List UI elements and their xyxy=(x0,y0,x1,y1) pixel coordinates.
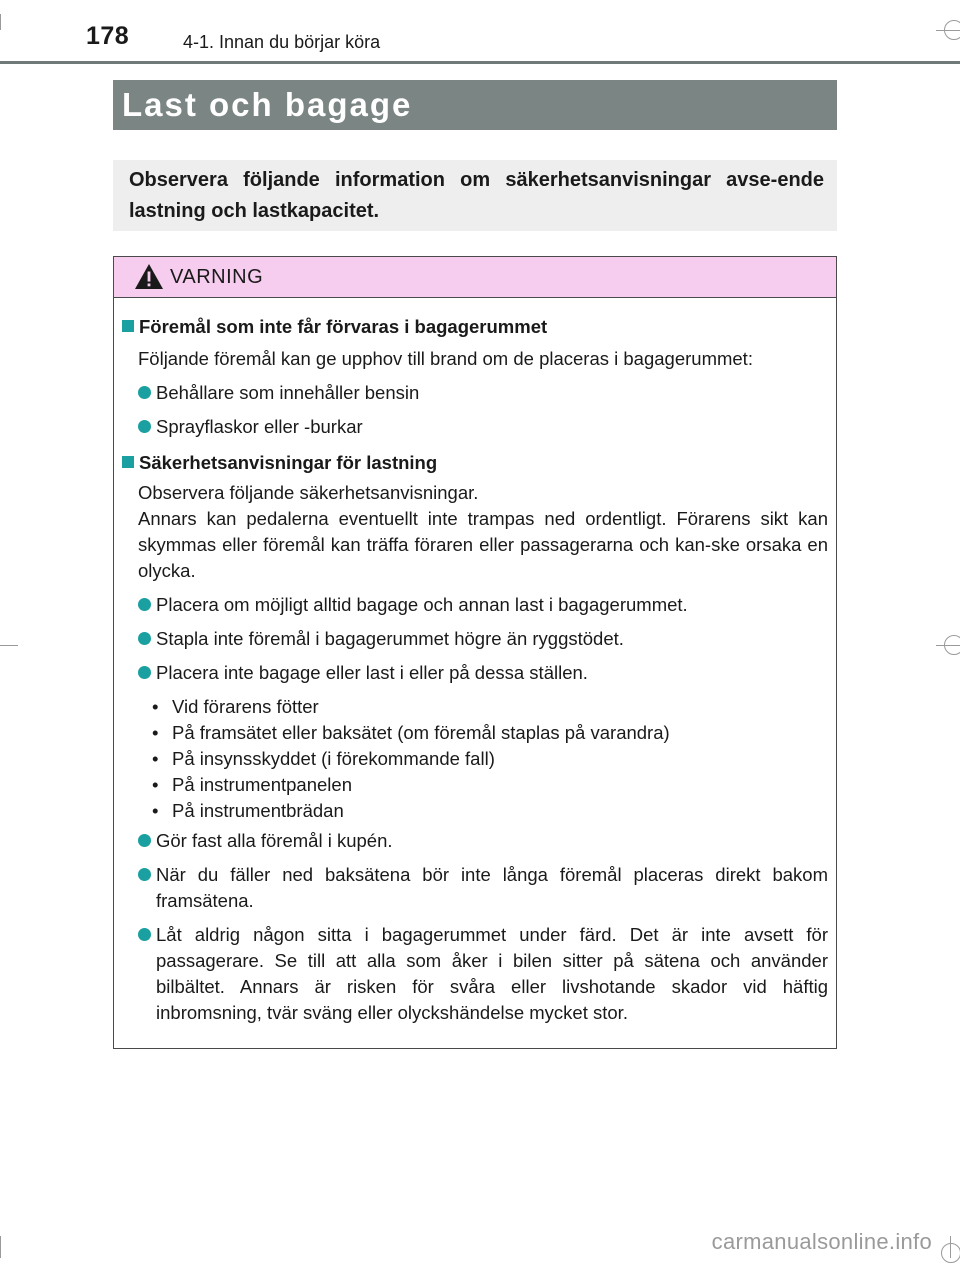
sub-list-item-text: På instrumentbrädan xyxy=(172,800,344,821)
warning-label: VARNING xyxy=(170,266,264,288)
list-item xyxy=(138,414,828,440)
sub-bullet-marker: • xyxy=(152,748,159,769)
sub-bullet-marker: • xyxy=(152,696,159,717)
list-item xyxy=(138,626,828,652)
sub-list-item xyxy=(152,772,828,798)
warning-box xyxy=(113,256,837,1049)
list-item-text: Placera om möjligt alltid bagage och annan last i bagagerummet. xyxy=(156,594,688,615)
intro-text: Observera följande information om säkerhetsanvisningar avse-ende lastning och lastkapacitet. xyxy=(129,169,824,222)
list-item xyxy=(138,592,828,618)
circle-bullet-icon xyxy=(138,420,151,433)
circle-bullet-icon xyxy=(138,386,151,399)
sub-bullet-marker: • xyxy=(152,774,159,795)
warning-triangle-icon xyxy=(134,263,164,290)
paragraph-line: Observera följande säkerhetsanvisningar. xyxy=(138,482,479,503)
sub-list-item-text: På framsätet eller baksätet (om föremål staplas på varandra) xyxy=(172,722,670,743)
circle-bullet-icon xyxy=(138,666,151,679)
title-bar xyxy=(113,80,837,130)
warning-body xyxy=(114,298,836,1026)
section-label: 4-1. Innan du börjar köra xyxy=(183,32,381,52)
circle-bullet-icon xyxy=(138,834,151,847)
list-item xyxy=(138,380,828,406)
list-item-text: Behållare som innehåller bensin xyxy=(156,382,420,403)
registration-mark xyxy=(944,20,960,40)
circle-bullet-icon xyxy=(138,868,151,881)
sub-list-item-text: Vid förarens fötter xyxy=(172,696,319,717)
registration-mark xyxy=(944,635,960,655)
registration-mark xyxy=(941,1243,960,1263)
page-number: 178 xyxy=(86,22,130,50)
intro-box xyxy=(113,160,837,231)
list-item xyxy=(138,862,828,914)
list-item-text: Stapla inte föremål i bagagerummet högre än ryggstödet. xyxy=(156,628,624,649)
list-item-text: Låt aldrig någon sitta i bagagerummet under färd. Det är inte avsett för passagerare. Se till att alla som åker i bilen sitter på sätena och använder bilbältet. Annars är risken för svåra eller livshotande skador vid häftig inbromsning, tvär sväng eller olyckshändelse mycket stor. xyxy=(156,924,828,1023)
circle-bullet-icon xyxy=(138,632,151,645)
square-bullet-icon xyxy=(122,320,134,332)
section-heading xyxy=(122,450,828,476)
list-item-text: Gör fast alla föremål i kupén. xyxy=(156,830,393,851)
sub-list-item xyxy=(152,720,828,746)
list-item xyxy=(138,660,828,686)
crop-mark xyxy=(0,14,1,30)
watermark: carmanualsonline.info xyxy=(711,1229,932,1254)
sub-list-item-text: På insynsskyddet (i förekommande fall) xyxy=(172,748,495,769)
crop-mark xyxy=(0,1236,1,1258)
circle-bullet-icon xyxy=(138,598,151,611)
section-heading-text: Föremål som inte får förvaras i bagagerummet xyxy=(139,316,548,337)
square-bullet-icon xyxy=(122,456,134,468)
list-item xyxy=(138,922,828,1026)
sub-list xyxy=(152,694,828,824)
crop-mark xyxy=(0,645,18,646)
section-heading xyxy=(122,314,828,340)
list-item-text: När du fäller ned baksätena bör inte långa föremål placeras direkt bakom framsätena. xyxy=(156,864,828,911)
section-heading-text: Säkerhetsanvisningar för lastning xyxy=(139,452,438,473)
list-item-text: Placera inte bagage eller last i eller på dessa ställen. xyxy=(156,662,588,683)
sub-bullet-marker: • xyxy=(152,722,159,743)
warning-header xyxy=(114,257,836,298)
circle-bullet-icon xyxy=(138,928,151,941)
section-paragraph: Följande föremål kan ge upphov till brand om de placeras i bagagerummet: xyxy=(138,348,753,369)
sub-bullet-marker: • xyxy=(152,800,159,821)
sub-list-item xyxy=(152,694,828,720)
header-rule xyxy=(0,61,960,64)
section-paragraph xyxy=(138,480,828,584)
sub-list-item xyxy=(152,746,828,772)
page-title: Last och bagage xyxy=(122,86,413,123)
list-item-text: Sprayflaskor eller -burkar xyxy=(156,416,363,437)
sub-list-item xyxy=(152,798,828,824)
list-item xyxy=(138,828,828,854)
paragraph-line: Annars kan pedalerna eventuellt inte trampas ned ordentligt. Förarens sikt kan skymmas eller föremål kan träffa föraren eller passagerarna och kan-ske orsaka en olycka. xyxy=(138,508,828,581)
sub-list-item-text: På instrumentpanelen xyxy=(172,774,352,795)
